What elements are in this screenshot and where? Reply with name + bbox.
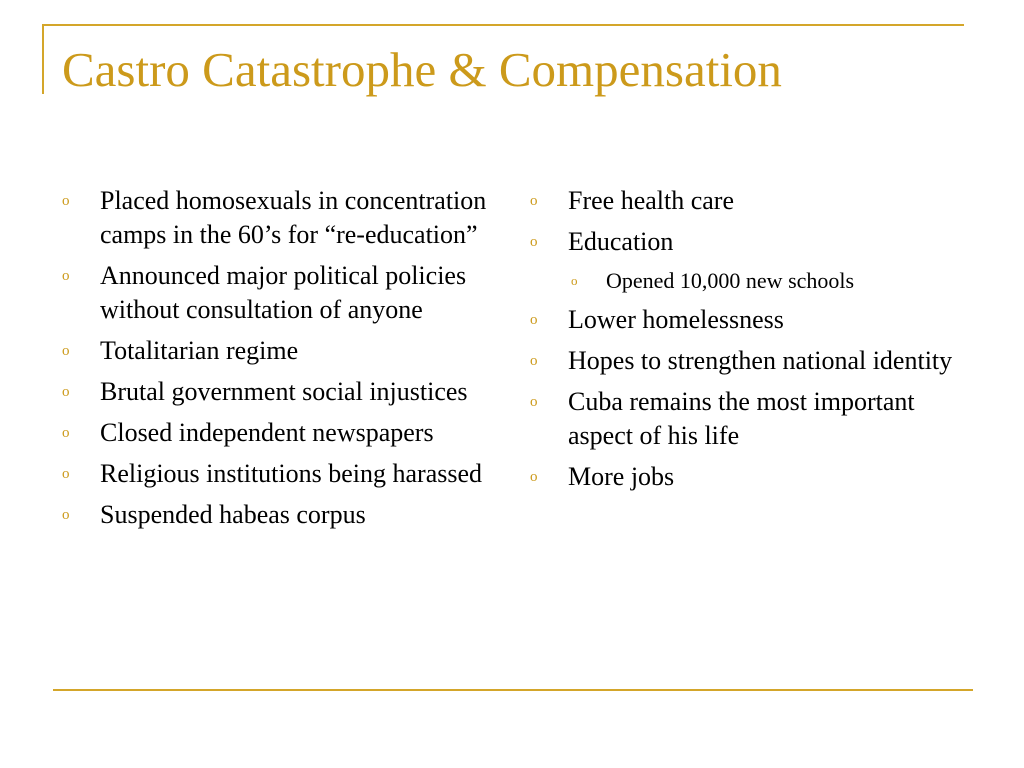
list-item — [62, 259, 502, 327]
list-item-text: Totalitarian regime — [100, 336, 299, 365]
left-bullet-list — [62, 184, 502, 539]
bullet-icon: o — [62, 193, 70, 209]
list-item — [530, 303, 970, 337]
list-item-text: Education — [568, 227, 674, 256]
bullet-icon: o — [62, 343, 70, 359]
bullet-icon: o — [62, 425, 70, 441]
list-item-text: Placed homosexuals in concentration camps in the 60’s for “re-education” — [100, 186, 487, 249]
list-item-text: Lower homelessness — [568, 305, 784, 334]
list-item — [530, 344, 970, 378]
list-item-text: Cuba remains the most important aspect of his life — [568, 387, 915, 450]
bullet-icon: o — [530, 353, 538, 369]
bullet-icon: o — [62, 507, 70, 523]
list-item — [62, 457, 502, 491]
bullet-icon: o — [530, 394, 538, 410]
list-item-text: Hopes to strengthen national identity — [568, 346, 953, 375]
sub-bullet-icon: o — [571, 273, 578, 288]
list-item — [530, 225, 970, 259]
bullet-icon: o — [530, 234, 538, 250]
list-item-text: More jobs — [568, 462, 675, 491]
bullet-icon: o — [62, 268, 70, 284]
list-item — [62, 498, 502, 532]
list-item-text: Free health care — [568, 186, 735, 215]
top-border-line — [42, 24, 964, 26]
list-item — [530, 385, 970, 453]
sub-list-item-text: Opened 10,000 new schools — [606, 268, 855, 293]
list-item-text: Religious institutions being harassed — [100, 459, 483, 488]
list-item-text: Closed independent newspapers — [100, 418, 434, 447]
list-item — [62, 416, 502, 450]
bullet-icon: o — [530, 312, 538, 328]
bullet-icon: o — [62, 384, 70, 400]
list-item — [530, 460, 970, 494]
list-item — [62, 375, 502, 409]
bullet-icon: o — [62, 466, 70, 482]
list-item-text: Brutal government social injustices — [100, 377, 468, 406]
bullet-icon: o — [530, 193, 538, 209]
list-item — [530, 184, 970, 218]
left-border-line — [42, 24, 44, 94]
list-item — [62, 334, 502, 368]
slide-title: Castro Catastrophe & Compensation — [62, 42, 782, 97]
list-item-text: Announced major political policies without consultation of anyone — [100, 261, 467, 324]
list-item — [62, 184, 502, 252]
list-item-text: Suspended habeas corpus — [100, 500, 366, 529]
right-bullet-list — [530, 184, 970, 501]
bullet-icon: o — [530, 469, 538, 485]
sub-list-item — [530, 266, 970, 296]
bottom-rule-line — [53, 689, 973, 691]
